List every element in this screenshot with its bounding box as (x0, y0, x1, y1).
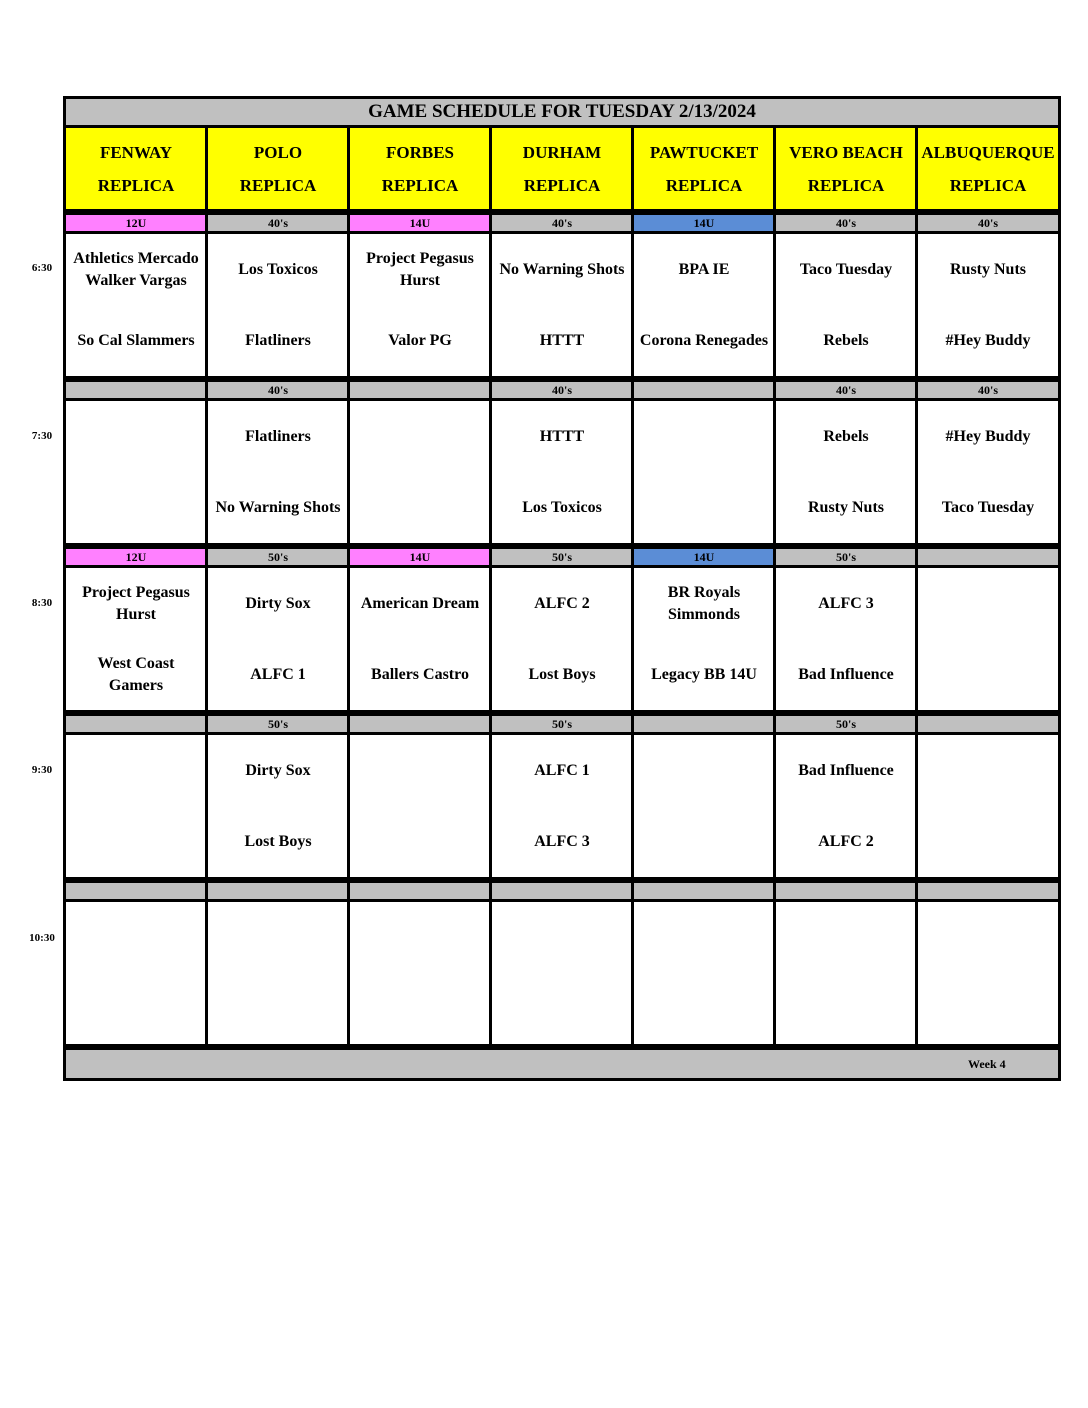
field-header (631, 125, 777, 212)
away-team: #Hey Buddy (945, 331, 1031, 349)
field-header (915, 125, 1061, 212)
field-name: FENWAY (99, 142, 173, 162)
home-team: Flatliners (245, 427, 311, 445)
home-team: Project Pegasus Hurst (82, 583, 190, 623)
field-header (773, 125, 919, 212)
away-team: Valor PG (388, 331, 452, 349)
home-team: Rebels (823, 427, 869, 445)
away-team: ALFC 2 (818, 832, 874, 850)
home-team: Dirty Sox (245, 594, 311, 612)
away-team (918, 973, 1058, 1044)
game-cell (915, 565, 1061, 713)
field-name: ALBUQUERQUE (921, 142, 1055, 162)
game-cell (347, 231, 493, 379)
away-team (634, 973, 774, 1044)
home-team: BPA IE (678, 260, 730, 278)
field-header (489, 125, 635, 212)
game-cell (63, 231, 209, 379)
time-label: 9:30 (31, 764, 53, 776)
home-team: No Warning Shots (499, 260, 625, 278)
away-team (634, 806, 774, 877)
game-cell (773, 231, 919, 379)
game-cell (347, 732, 493, 880)
away-team (350, 806, 490, 877)
away-team: Los Toxicos (522, 498, 602, 516)
division-label: 14U (347, 212, 493, 234)
division-label: 40's (773, 212, 919, 234)
home-team (634, 902, 774, 973)
game-cell (631, 732, 777, 880)
home-team: Project Pegasus Hurst (366, 249, 474, 289)
division-label: 12U (63, 546, 209, 568)
field-subtitle: REPLICA (239, 175, 317, 195)
division-label: 40's (489, 379, 635, 401)
away-team: West Coast Gamers (97, 654, 175, 694)
footer-bar (63, 1047, 1061, 1081)
field-subtitle: REPLICA (97, 175, 175, 195)
game-cell (347, 565, 493, 713)
game-cell (489, 899, 635, 1047)
home-team (350, 401, 490, 472)
home-team (208, 902, 348, 973)
home-team (492, 902, 632, 973)
game-cell (205, 398, 351, 546)
home-team (66, 735, 206, 806)
home-team: Rusty Nuts (949, 260, 1026, 278)
home-team: ALFC 2 (534, 594, 590, 612)
division-label: 50's (773, 713, 919, 735)
home-team: Athletics Mercado Walker Vargas (73, 249, 199, 289)
home-team: American Dream (360, 594, 480, 612)
home-team: Dirty Sox (245, 761, 311, 779)
division-label: 50's (205, 713, 351, 735)
field-name: VERO BEACH (789, 142, 903, 162)
field-subtitle: REPLICA (949, 175, 1027, 195)
game-cell (631, 899, 777, 1047)
schedule-table (63, 96, 1061, 1081)
game-cell (773, 732, 919, 880)
division-label: 40's (205, 379, 351, 401)
home-team (350, 735, 490, 806)
away-team (66, 973, 206, 1044)
field-subtitle: REPLICA (665, 175, 743, 195)
time-label: 10:30 (29, 932, 55, 944)
field-name: POLO (253, 142, 303, 162)
home-team (634, 401, 774, 472)
field-name: FORBES (385, 142, 455, 162)
game-cell (489, 398, 635, 546)
time-label: 7:30 (31, 430, 53, 442)
away-team: Lost Boys (528, 665, 596, 683)
away-team (350, 472, 490, 543)
field-name: DURHAM (522, 142, 602, 162)
division-label: 50's (489, 546, 635, 568)
field-subtitle: REPLICA (381, 175, 459, 195)
away-team: Flatliners (245, 331, 311, 349)
away-team (492, 973, 632, 1044)
home-team (918, 902, 1058, 973)
away-team (66, 806, 206, 877)
home-team (66, 401, 206, 472)
home-team (634, 735, 774, 806)
division-label: 12U (63, 212, 209, 234)
game-cell (773, 899, 919, 1047)
away-team (918, 639, 1058, 710)
game-cell (63, 899, 209, 1047)
field-header (205, 125, 351, 212)
division-label: 40's (915, 379, 1061, 401)
home-team (350, 902, 490, 973)
game-cell (915, 398, 1061, 546)
time-label: 8:30 (31, 597, 53, 609)
away-team (350, 973, 490, 1044)
home-team (918, 568, 1058, 639)
away-team: ALFC 1 (250, 665, 306, 683)
game-cell (915, 899, 1061, 1047)
home-team (918, 735, 1058, 806)
away-team: Legacy BB 14U (651, 665, 757, 683)
away-team (776, 973, 916, 1044)
away-team: Taco Tuesday (941, 498, 1035, 516)
game-cell (63, 398, 209, 546)
away-team: Bad Influence (798, 665, 894, 683)
game-cell (631, 398, 777, 546)
division-label: 40's (205, 212, 351, 234)
home-team: Los Toxicos (238, 260, 318, 278)
home-team: #Hey Buddy (945, 427, 1031, 445)
week-label: Week 4 (968, 1057, 1006, 1071)
away-team: ALFC 3 (534, 832, 590, 850)
home-team: BR Royals Simmonds (667, 583, 741, 623)
away-team: Rebels (823, 331, 869, 349)
field-header (347, 125, 493, 212)
field-name: PAWTUCKET (649, 142, 759, 162)
division-label: 40's (915, 212, 1061, 234)
game-cell (63, 732, 209, 880)
division-label: 50's (489, 713, 635, 735)
away-team: So Cal Slammers (77, 331, 195, 349)
away-team: Corona Renegades (639, 331, 769, 349)
game-cell (915, 231, 1061, 379)
division-label: 50's (205, 546, 351, 568)
division-label: 40's (773, 379, 919, 401)
game-cell (205, 732, 351, 880)
away-team: Rusty Nuts (807, 498, 884, 516)
game-cell (631, 231, 777, 379)
division-label: 14U (631, 546, 777, 568)
away-team (634, 472, 774, 543)
game-cell (489, 231, 635, 379)
away-team: HTTT (539, 331, 585, 349)
away-team: Ballers Castro (371, 665, 469, 683)
schedule-title: GAME SCHEDULE FOR TUESDAY 2/13/2024 (63, 96, 1061, 128)
game-cell (63, 565, 209, 713)
field-subtitle: REPLICA (523, 175, 601, 195)
home-team (66, 902, 206, 973)
time-label: 6:30 (31, 262, 53, 274)
home-team (776, 902, 916, 973)
away-team (918, 806, 1058, 877)
game-cell (205, 565, 351, 713)
game-cell (489, 565, 635, 713)
field-header (63, 125, 209, 212)
division-label: 14U (631, 212, 777, 234)
game-cell (773, 565, 919, 713)
home-team: Bad Influence (798, 761, 894, 779)
game-cell (631, 565, 777, 713)
division-label: 50's (773, 546, 919, 568)
game-cell (347, 899, 493, 1047)
game-cell (205, 899, 351, 1047)
game-cell (773, 398, 919, 546)
home-team: ALFC 3 (818, 594, 874, 612)
away-team (208, 973, 348, 1044)
away-team (66, 472, 206, 543)
away-team: Lost Boys (244, 832, 312, 850)
home-team: ALFC 1 (534, 761, 590, 779)
home-team: HTTT (539, 427, 585, 445)
division-label: 14U (347, 546, 493, 568)
game-cell (347, 398, 493, 546)
division-label: 40's (489, 212, 635, 234)
game-cell (205, 231, 351, 379)
away-team: No Warning Shots (215, 498, 341, 516)
game-cell (489, 732, 635, 880)
home-team: Taco Tuesday (799, 260, 893, 278)
game-cell (915, 732, 1061, 880)
field-subtitle: REPLICA (807, 175, 885, 195)
